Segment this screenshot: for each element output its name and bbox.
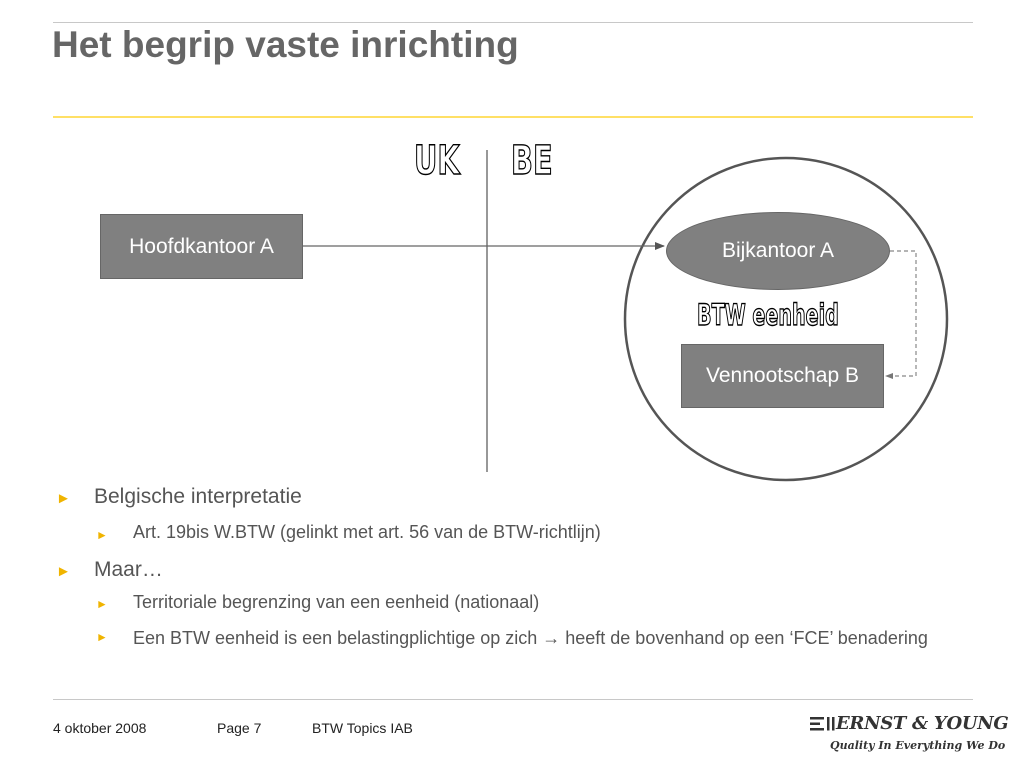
branch-label: Bijkantoor A [721, 239, 835, 262]
footer-page-number: Page 7 [217, 720, 262, 736]
head-office-label: Hoofdkantoor A [129, 234, 274, 258]
bullet-arrow-icon: ► [56, 490, 71, 507]
bullet-arrow-icon: ► [56, 563, 71, 580]
footer-divider [53, 699, 973, 700]
sub-bullet-arrow-icon: ► [96, 597, 108, 611]
branch-to-partnership-link [886, 251, 916, 376]
footer-date: 4 oktober 2008 [53, 720, 147, 736]
bullet-item: Belgische interpretatie [94, 485, 302, 508]
sub-bullet-item: Territoriale begrenzing van een eenheid (nationaal) [133, 592, 540, 612]
sub-bullet-arrow-icon: ► [96, 528, 108, 542]
vat-group-label: BTW eenheid [697, 298, 839, 332]
bullet-item: Maar… [94, 558, 163, 581]
branch-ellipse [666, 212, 890, 290]
country-label-uk: UK [414, 138, 460, 184]
country-label-be: BE [511, 138, 553, 184]
company-logo-tagline: Quality In Everything We Do [830, 739, 1006, 752]
footer-topic: BTW Topics IAB [312, 720, 413, 736]
sub-bullet-arrow-icon: ► [96, 630, 108, 644]
company-logo-name: ERNST & YOUNG [836, 713, 1009, 734]
slide-title: Het begrip vaste inrichting [52, 24, 519, 65]
head-office-box [100, 214, 303, 279]
sub-bullet-item: Een BTW eenheid is een belastingplichtige op zich → heeft de bovenhand op een ‘FCE’ benadering [133, 628, 928, 648]
sub-bullet-item: Art. 19bis W.BTW (gelinkt met art. 56 van de BTW-richtlijn) [133, 522, 601, 542]
partnership-label: Vennootschap B [706, 364, 859, 387]
partnership-box [681, 344, 884, 408]
ey-logo-mark-icon [810, 716, 836, 732]
